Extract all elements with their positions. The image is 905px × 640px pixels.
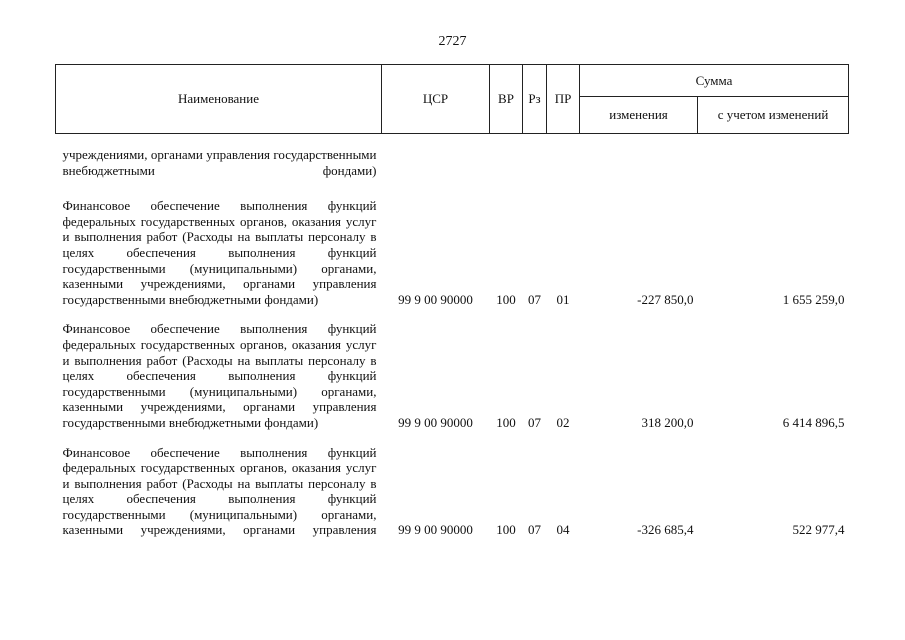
row-vr: 100 — [496, 291, 516, 307]
budget-table — [55, 64, 849, 538]
table-row — [56, 198, 849, 307]
row-change: -326 685,4 — [637, 522, 694, 538]
row-csr: 99 9 00 90000 — [398, 522, 473, 538]
header-name: Наименование — [56, 65, 382, 134]
header-vr: ВР — [490, 65, 523, 134]
header-csr: ЦСР — [382, 65, 490, 134]
continuation-text: учреждениями, органами управления государственными внебюджетными фондами) — [62, 147, 377, 178]
row-csr: 99 9 00 90000 — [398, 291, 473, 307]
header-total: с учетом изменений — [698, 97, 849, 134]
table-header — [56, 65, 849, 134]
header-pr: ПР — [547, 65, 580, 134]
row-rz: 07 — [528, 414, 541, 430]
header-rz: Рз — [523, 65, 547, 134]
page-number: 2727 — [438, 34, 467, 49]
row-vr: 100 — [496, 522, 516, 538]
row-name: Финансовое обеспечение выполнения функций федеральных государственных органов, оказания услуг и выполнения работ (Расходы на выплаты персоналу в целях обеспечения выполнения функций государственными (муниципальными) органами, казенными учреждениями, органами управления — [62, 444, 377, 538]
row-csr: 99 9 00 90000 — [398, 414, 473, 430]
row-pr: 04 — [556, 522, 570, 538]
continuation-row — [56, 147, 849, 178]
row-vr: 100 — [496, 414, 516, 430]
row-rz: 07 — [528, 291, 541, 307]
row-name: Финансовое обеспечение выполнения функций федеральных государственных органов, оказания услуг и выполнения работ (Расходы на выплаты персоналу в целях обеспечения выполнения функций государственными (муниципальными) органами, казенными учреждениями, органами управления государственными внебюджетными фондами) — [62, 321, 377, 430]
row-name: Финансовое обеспечение выполнения функций федеральных государственных органов, оказания услуг и выполнения работ (Расходы на выплаты персоналу в целях обеспечения выполнения функций государственными (муниципальными) органами, казенными учреждениями, органами управления государственными внебюджетными фондами) — [62, 198, 377, 307]
row-change: 318 200,0 — [641, 414, 694, 430]
row-total: 522 977,4 — [792, 522, 845, 538]
table-row — [56, 321, 849, 430]
row-total: 6 414 896,5 — [782, 414, 845, 430]
row-pr: 02 — [556, 414, 570, 430]
row-pr: 01 — [556, 291, 570, 307]
row-total: 1 655 259,0 — [782, 291, 845, 307]
table-row — [56, 445, 849, 539]
row-rz: 07 — [528, 522, 541, 538]
header-sum: Сумма — [580, 65, 849, 97]
row-change: -227 850,0 — [637, 291, 694, 307]
header-change: изменения — [580, 97, 698, 134]
